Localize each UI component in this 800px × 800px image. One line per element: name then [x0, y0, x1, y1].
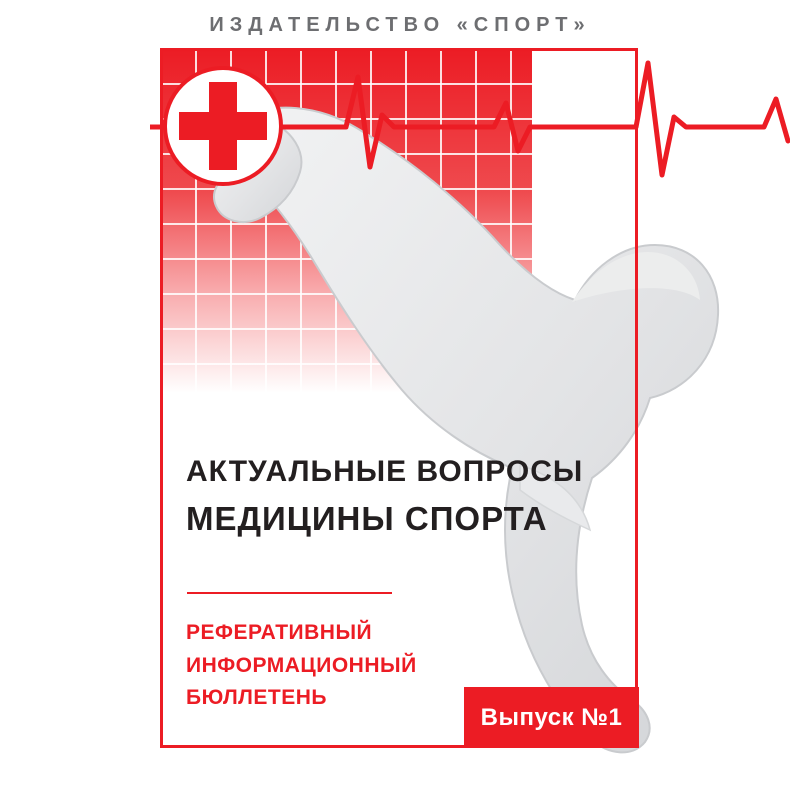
subtitle-line-3: БЮЛЛЕТЕНЬ	[186, 686, 328, 710]
title-line-1: АКТУАЛЬНЫЕ ВОПРОСЫ	[186, 455, 584, 488]
subtitle-line-2: ИНФОРМАЦИОННЫЙ	[186, 653, 417, 677]
title-line-2: МЕДИЦИНЫ СПОРТА	[186, 499, 548, 537]
medical-cross-icon	[163, 66, 283, 186]
cover-title	[186, 455, 606, 537]
publisher-name: ИЗДАТЕЛЬСТВО «СПОРТ»	[209, 14, 591, 36]
issue-number-badge: Выпуск №1	[464, 687, 639, 748]
cover-subtitle	[186, 617, 486, 715]
title-divider	[187, 592, 392, 594]
subtitle-line-1: РЕФЕРАТИВНЫЙ	[186, 621, 373, 644]
